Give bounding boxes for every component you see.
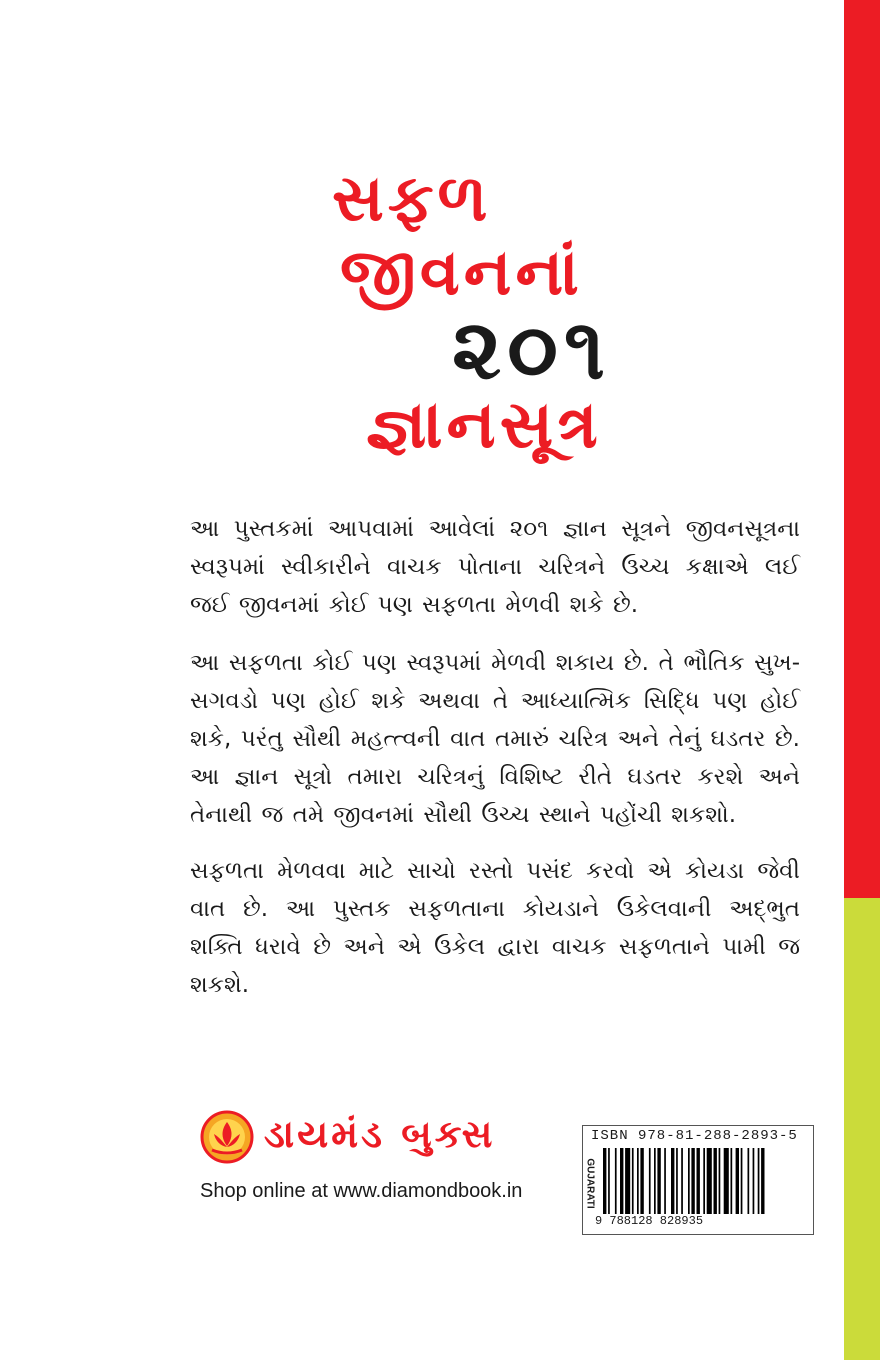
title-number: ૨૦૧ [452,300,612,398]
lotus-icon [200,1110,254,1164]
isbn-barcode [582,1125,814,1235]
title-line-4: જ્ઞાનસૂત્ર [366,386,602,463]
barcode-bars [603,1148,807,1214]
red-side-stripe [844,0,880,898]
description-paragraph-1: આ પુસ્તકમાં આપવામાં આવેલાં ૨૦૧ જ્ઞાન સૂત્રને જીવનસૂત્રના સ્વરૂપમાં સ્વીકારીને વાચક પોતાના ચરિત્રને ઉચ્ચ કક્ષાએ લઈ જઈ જીવનમાં કોઈ પણ સફળતા મેળવી શકે છે. [190,516,800,618]
publisher-name: ડાયમંડ બુક્સ [264,1112,496,1156]
language-label: GUJARATI [584,1158,596,1209]
publisher-logo [200,1110,540,1164]
description-paragraph-3: સફળતા મેળવવા માટે સાચો રસ્તો પસંદ કરવો એ કોયડા જેવી વાત છે. આ પુસ્તક સફળતાના કોયડાને ઉકેલવાની અદ્ભુત શક્તિ ધરાવે છે અને એ ઉકેલ દ્વારા વાચક સફળતાને પામી જ શકશે. [190,858,800,998]
isbn-label: ISBN 978-81-288-2893-5 [591,1128,798,1144]
title-line-1: સફળ [332,162,492,236]
lime-side-stripe [844,898,880,1360]
barcode-digits: 9 788128 828935 [595,1214,704,1228]
title-line-2: જીવનનાં [340,236,583,310]
shop-online-text: Shop online at www.diamondbook.in [200,1180,523,1202]
description-paragraph-2: આ સફળતા કોઈ પણ સ્વરૂપમાં મેળવી શકાય છે. તે ભૌતિક સુખ-સગવડો પણ હોઈ શકે અથવા તે આધ્યાત્મિક સિદ્ધિ પણ હોઈ શકે, પરંતુ સૌથી મહત્ત્વની વાત તમારું ચરિત્ર અને તેનું ઘડતર છે. આ જ્ઞાન સૂત્રો તમારા ચરિત્રનું વિશિષ્ટ રીતે ઘડતર કરશે અને તેનાથી જ તમે જીવનમાં સૌથી ઉચ્ચ સ્થાને પહોંચી શકશો. [190,650,800,828]
